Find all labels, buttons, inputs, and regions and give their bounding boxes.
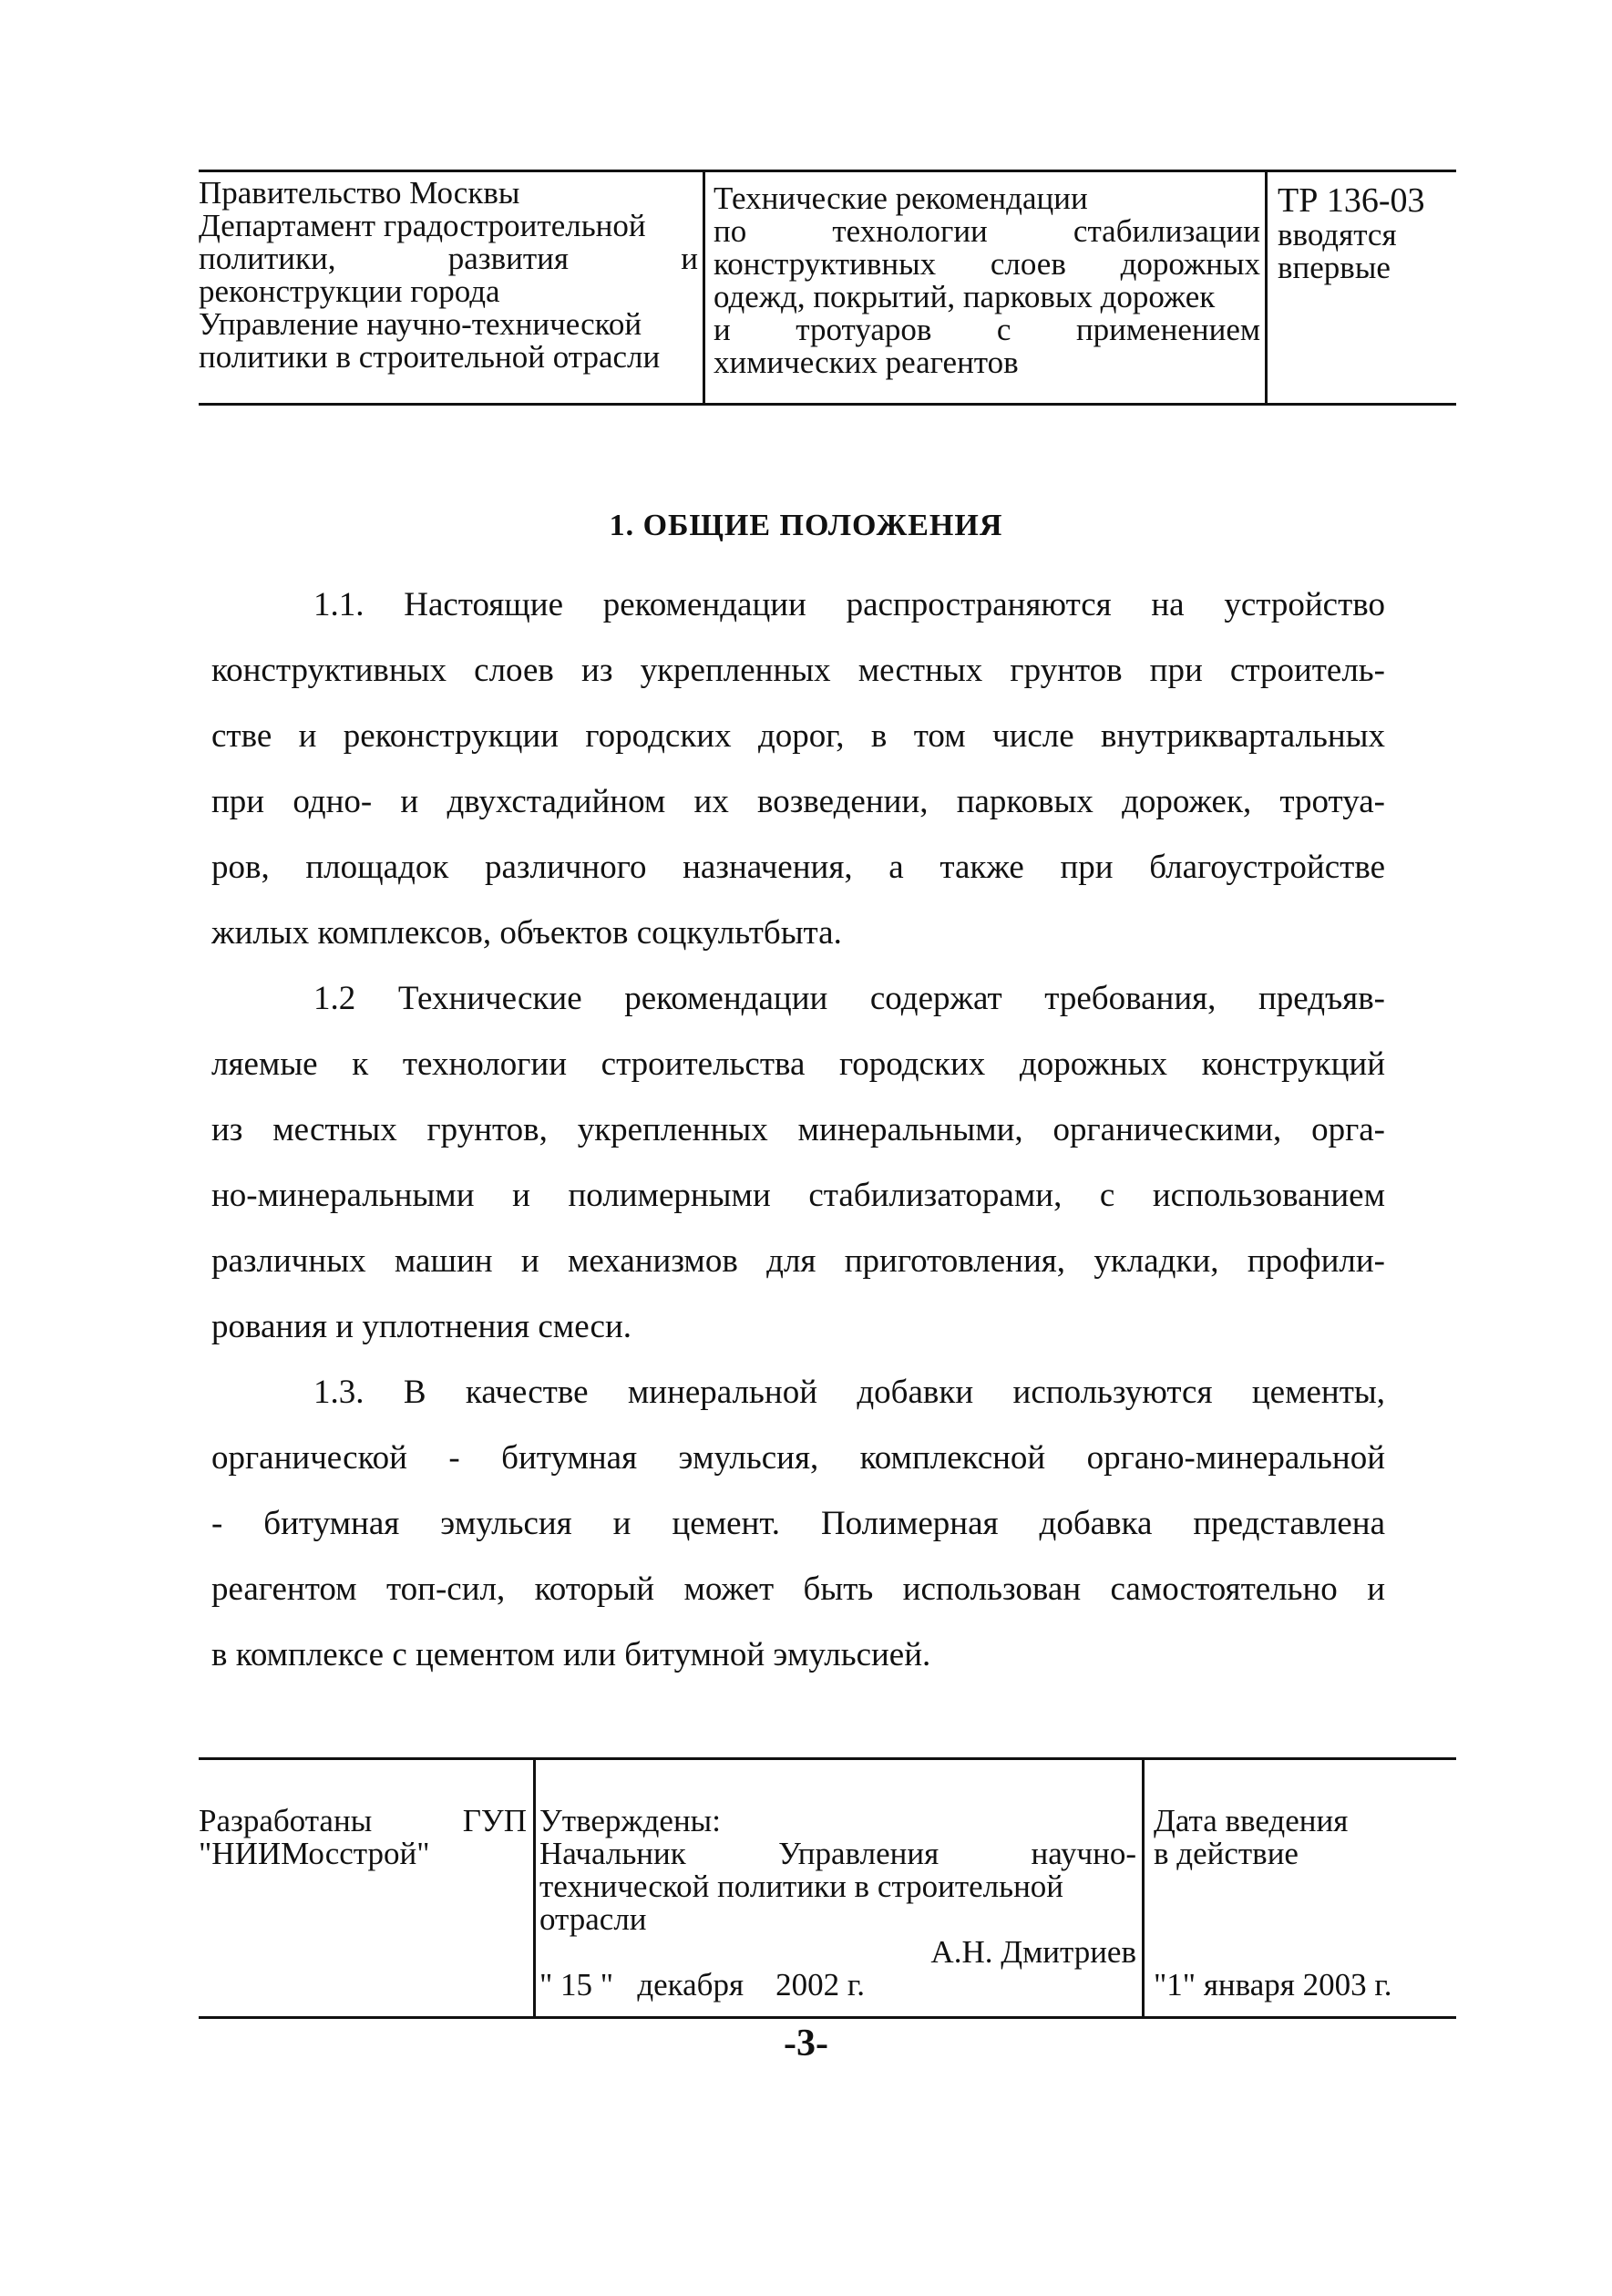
text-line: 1.1. Настоящие рекомендации распространяются на устройство — [313, 586, 1385, 623]
developer-cell — [199, 1805, 527, 1870]
footer-bottom-rule — [199, 2016, 1456, 2019]
paragraph-1-2 — [211, 966, 1385, 1360]
approved-line: Начальник Управления научно- — [539, 1836, 1136, 1871]
developer-line: "НИИМосстрой" — [199, 1836, 430, 1871]
text-line: конструктивных слоев из укрепленных местных грунтов при строитель- — [211, 652, 1385, 689]
issuer-line: политики, развития и — [199, 241, 698, 276]
text-line: жилых комплексов, объектов соцкультбыта. — [211, 914, 842, 952]
footer-divider-2 — [1142, 1757, 1145, 2019]
title-cell — [714, 182, 1260, 379]
text-line: стве и реконструкции городских дорог, в том числе внутриквартальных — [211, 717, 1385, 755]
text-line: реагентом топ-сил, который может быть использован самостоятельно и — [211, 1570, 1385, 1608]
title-line: одежд, покрытий, парковых дорожек — [714, 279, 1216, 314]
header-bottom-rule — [199, 403, 1456, 406]
approval-cell — [539, 1805, 1136, 2002]
footer-divider-1 — [533, 1757, 536, 2019]
text-line: но-минеральными и полимерными стабилизаторами, с использованием — [211, 1177, 1385, 1214]
paragraph-1-1 — [211, 572, 1385, 966]
effective-label-line: в действие — [1154, 1836, 1299, 1871]
header-divider-2 — [1265, 170, 1268, 406]
effective-cell — [1154, 1803, 1456, 2003]
issuer-line: политики в строительной отрасли — [199, 339, 661, 375]
issuer-cell — [199, 177, 698, 374]
text-line: при одно- и двухстадийном их возведении, парковых дорожек, тротуа- — [211, 783, 1385, 820]
text-line: органической - битумная эмульсия, комплексной органо-минеральной — [211, 1439, 1385, 1477]
footer-top-rule — [199, 1757, 1456, 1760]
paragraph-1-3 — [211, 1360, 1385, 1688]
issuer-line: Правительство Москвы — [199, 175, 520, 211]
signatory-name: А.Н. Дмитриев — [930, 1934, 1136, 1970]
text-line: в комплексе с цементом или битумной эмульсией. — [211, 1636, 931, 1673]
header-top-rule — [199, 170, 1456, 172]
approved-line: отрасли — [539, 1901, 647, 1937]
approved-label: Утверждены: — [539, 1803, 721, 1838]
text-line: из местных грунтов, укрепленных минеральными, органическими, орга- — [211, 1111, 1385, 1148]
title-line: по технологии стабилизации — [714, 213, 1260, 249]
code-cell — [1278, 182, 1456, 284]
page-number: -3- — [784, 2023, 828, 2064]
text-line: ров, площадок различного назначения, а также при благоустройстве — [211, 849, 1385, 886]
text-line: различных машин и механизмов для приготовления, укладки, профили- — [211, 1242, 1385, 1280]
approved-line: технической политики в строительной — [539, 1869, 1064, 1904]
issuer-line: реконструкции города — [199, 273, 500, 309]
header-table — [199, 170, 1456, 408]
developer-line: Разработаны ГУП — [199, 1803, 527, 1838]
title-line: и тротуаров с применением — [714, 312, 1260, 347]
issuer-line: Управление научно-технической — [199, 306, 642, 342]
status-line: вводятся — [1278, 217, 1397, 252]
approval-date: " 15 " декабря 2002 г. — [539, 1967, 865, 2003]
footer-table — [199, 1757, 1456, 2022]
text-line: рования и уплотнения смеси. — [211, 1308, 632, 1345]
effective-label-line: Дата введения — [1154, 1803, 1349, 1838]
text-line: ляемые к технологии строительства городских дорожных конструкций — [211, 1045, 1385, 1083]
status-line: впервые — [1278, 250, 1391, 285]
title-line: конструктивных слоев дорожных — [714, 246, 1260, 282]
issuer-line: Департамент градостроительной — [199, 208, 646, 243]
section-title: 1. ОБЩИЕ ПОЛОЖЕНИЯ — [609, 509, 1003, 542]
text-line: 1.2 Технические рекомендации содержат требования, предъяв- — [313, 980, 1385, 1017]
title-line: Технические рекомендации — [714, 180, 1088, 216]
document-code: ТР 136-03 — [1278, 181, 1425, 220]
text-line: 1.3. В качестве минеральной добавки используются цементы, — [313, 1374, 1385, 1411]
header-divider-1 — [703, 170, 705, 406]
effective-date: "1" января 2003 г. — [1154, 1967, 1392, 2003]
body-text — [211, 572, 1385, 1688]
title-line: химических реагентов — [714, 345, 1019, 380]
text-line: - битумная эмульсия и цемент. Полимерная добавка представлена — [211, 1505, 1385, 1542]
